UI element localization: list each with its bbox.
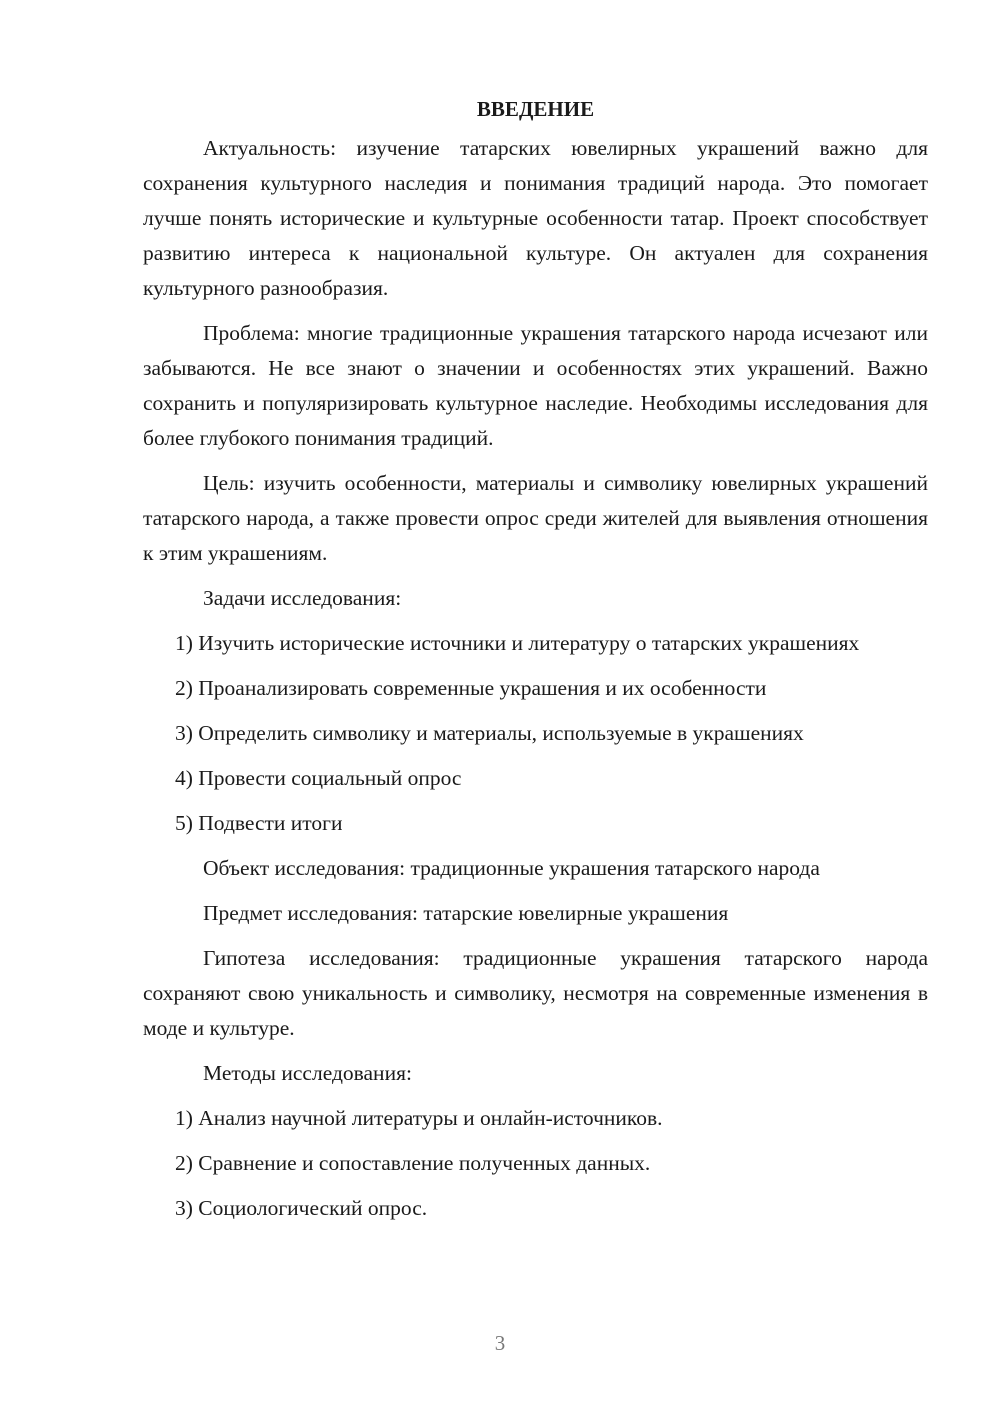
problem-paragraph: Проблема: многие традиционные украшения татарского народа исчезают или забываются. Не все знают о значении и особенностях этих украшений. Важно сохранить и популяризировать культурное наследие. Необходимы исследования для более глубокого понимания традиций. <box>143 321 928 450</box>
goal-paragraph: Цель: изучить особенности, материалы и символику ювелирных украшений татарского народа, а также провести опрос среди жителей для выявления отношения к этим украшениям. <box>143 471 928 565</box>
hypothesis-paragraph: Гипотеза исследования: традиционные украшения татарского народа сохраняют свою уникальность и символику, несмотря на современные изменения в моде и культуре. <box>143 946 928 1040</box>
research-object: Объект исследования: традиционные украшения татарского народа <box>203 856 820 880</box>
method-item: 2) Сравнение и сопоставление полученных данных. <box>175 1151 651 1175</box>
task-item: 2) Проанализировать современные украшения и их особенности <box>175 676 767 700</box>
task-item: 1) Изучить исторические источники и литературу о татарских украшениях <box>175 631 860 655</box>
research-subject: Предмет исследования: татарские ювелирные украшения <box>203 901 729 925</box>
tasks-heading: Задачи исследования: <box>203 586 402 610</box>
task-item: 5) Подвести итоги <box>175 811 343 835</box>
method-item: 3) Социологический опрос. <box>175 1196 428 1220</box>
page-title: ВВЕДЕНИЕ <box>476 97 595 121</box>
task-item: 4) Провести социальный опрос <box>175 766 462 790</box>
methods-heading: Методы исследования: <box>203 1061 412 1085</box>
document-page <box>143 95 928 1236</box>
relevance-paragraph: Актуальность: изучение татарских ювелирных украшений важно для сохранения культурного наследия и понимания традиций народа. Это помогает лучше понять исторические и культурные особенности татар. Проект способствует развитию интереса к национальной культуре. Он актуален для сохранения культурного разнообразия. <box>143 136 928 300</box>
task-item: 3) Определить символику и материалы, используемые в украшениях <box>175 721 804 745</box>
method-item: 1) Анализ научной литературы и онлайн-источников. <box>175 1106 663 1130</box>
page-number: 3 <box>494 1331 506 1355</box>
